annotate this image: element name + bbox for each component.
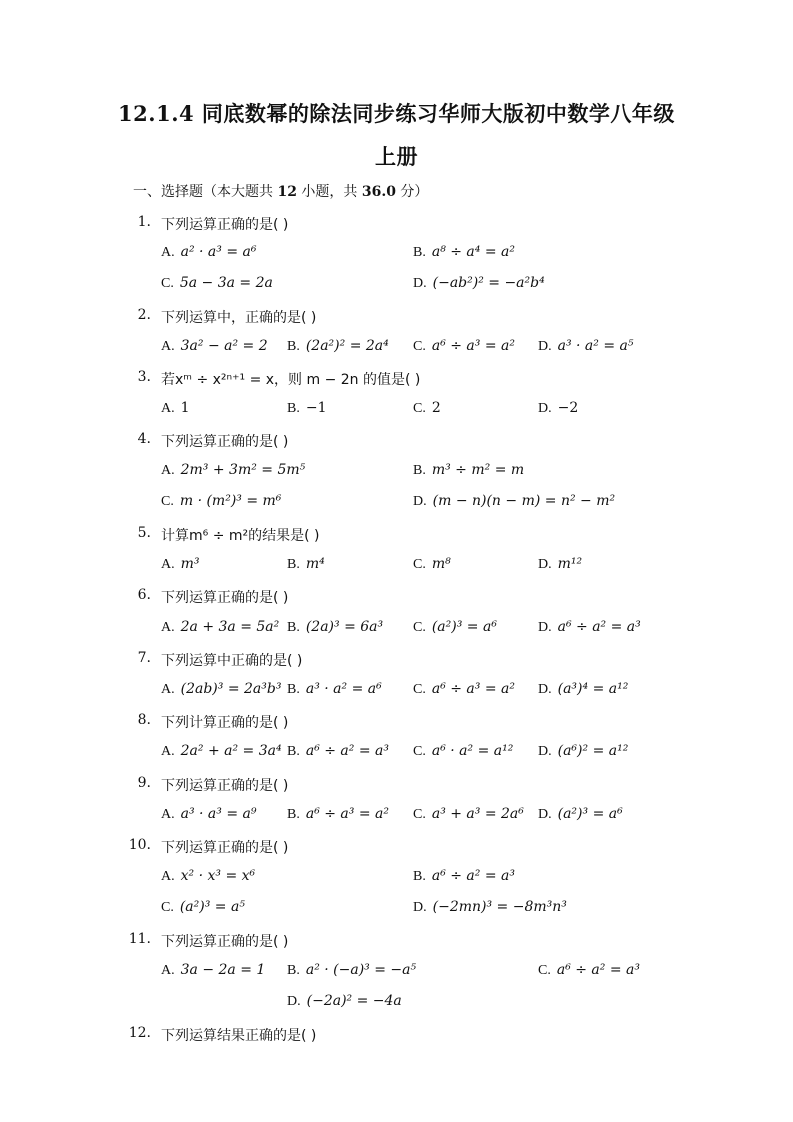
q7-option-d: D. (a³)⁴ = a¹²	[538, 681, 629, 697]
q6-option-c: C. (a²)³ = a⁶	[413, 619, 497, 635]
q5-option-d: D. m¹²	[538, 556, 583, 572]
q10-option-a: A. x² · x³ = x⁶	[161, 868, 256, 884]
q11-option-b: B. a² · (−a)³ = −a⁵	[287, 962, 417, 978]
q2-option-a: A. 3a² − a² = 2	[161, 338, 268, 354]
question-9: 9. 下列运算正确的是( )	[137, 775, 289, 794]
q9-option-c: C. a³ + a³ = 2a⁶	[413, 806, 524, 822]
question-8: 8. 下列计算正确的是( )	[137, 712, 289, 731]
q3-option-b: B. −1	[287, 400, 327, 416]
question-11: 11. 下列运算正确的是( )	[128, 931, 289, 950]
q8-option-a: A. 2a² + a² = 3a⁴	[161, 743, 282, 759]
q7-option-c: C. a⁶ ÷ a³ = a²	[413, 681, 515, 697]
q3-option-c: C. 2	[413, 400, 441, 416]
q3-option-a: A. 1	[161, 400, 190, 416]
question-10: 10. 下列运算正确的是( )	[128, 837, 289, 856]
q10-option-b: B. a⁶ ÷ a² = a³	[413, 868, 515, 884]
q5-option-c: C. m⁸	[413, 556, 451, 572]
q8-option-d: D. (a⁶)² = a¹²	[538, 743, 629, 759]
q11-option-c: C. a⁶ ÷ a² = a³	[538, 962, 640, 978]
q2-option-c: C. a⁶ ÷ a³ = a²	[413, 338, 515, 354]
q10-option-d: D. (−2mn)³ = −8m³n³	[413, 899, 567, 915]
question-1: 1. 下列运算正确的是( )	[137, 214, 289, 233]
q11-option-d: D. (−2a)² = −4a	[287, 993, 402, 1009]
q11-option-a: A. 3a − 2a = 1	[161, 962, 266, 978]
q5-option-b: B. m⁴	[287, 556, 325, 572]
q5-option-a: A. m³	[161, 556, 200, 572]
question-7: 7. 下列运算中正确的是( )	[137, 650, 303, 669]
q1-option-d: D. (−ab²)² = −a²b⁴	[413, 275, 545, 291]
q1-option-b: B. a⁸ ÷ a⁴ = a²	[413, 244, 515, 260]
q3-option-d: D. −2	[538, 400, 579, 416]
section-heading: 一、选择题（本大题共 12 小题，共 36.0 分）	[133, 184, 429, 200]
q4-option-d: D. (m − n)(n − m) = n² − m²	[413, 493, 616, 509]
q6-option-b: B. (2a)³ = 6a³	[287, 619, 384, 635]
q7-option-a: A. (2ab)³ = 2a³b³	[161, 681, 282, 697]
page-title-line2: 上册	[375, 144, 418, 169]
q2-option-d: D. a³ · a² = a⁵	[538, 338, 634, 354]
q9-option-d: D. (a²)³ = a⁶	[538, 806, 623, 822]
question-3: 3. 若xᵐ ÷ x²ⁿ⁺¹ = x，则 m − 2n 的值是( )	[137, 369, 421, 388]
q9-option-a: A. a³ · a³ = a⁹	[161, 806, 257, 822]
question-2: 2. 下列运算中，正确的是( )	[137, 307, 317, 326]
question-12: 12. 下列运算结果正确的是( )	[128, 1025, 317, 1044]
q2-option-b: B. (2a²)² = 2a⁴	[287, 338, 389, 354]
q6-option-a: A. 2a + 3a = 5a²	[161, 619, 280, 635]
q9-option-b: B. a⁶ ÷ a³ = a²	[287, 806, 389, 822]
question-4: 4. 下列运算正确的是( )	[137, 431, 289, 450]
q10-option-c: C. (a²)³ = a⁵	[161, 899, 245, 915]
q1-option-c: C. 5a − 3a = 2a	[161, 275, 273, 291]
question-6: 6. 下列运算正确的是( )	[137, 587, 289, 606]
q4-option-a: A. 2m³ + 3m² = 5m⁵	[161, 462, 306, 478]
question-5: 5. 计算m⁶ ÷ m²的结果是( )	[137, 525, 320, 544]
page-title: 12.1.4 同底数幂的除法同步练习华师大版初中数学八年级	[118, 101, 675, 126]
q6-option-d: D. a⁶ ÷ a² = a³	[538, 619, 641, 635]
q7-option-b: B. a³ · a² = a⁶	[287, 681, 382, 697]
q4-option-c: C. m · (m²)³ = m⁶	[161, 493, 282, 509]
q8-option-c: C. a⁶ · a² = a¹²	[413, 743, 514, 759]
q1-option-a: A. a² · a³ = a⁶	[161, 244, 257, 260]
q4-option-b: B. m³ ÷ m² = m	[413, 462, 525, 478]
q8-option-b: B. a⁶ ÷ a² = a³	[287, 743, 389, 759]
